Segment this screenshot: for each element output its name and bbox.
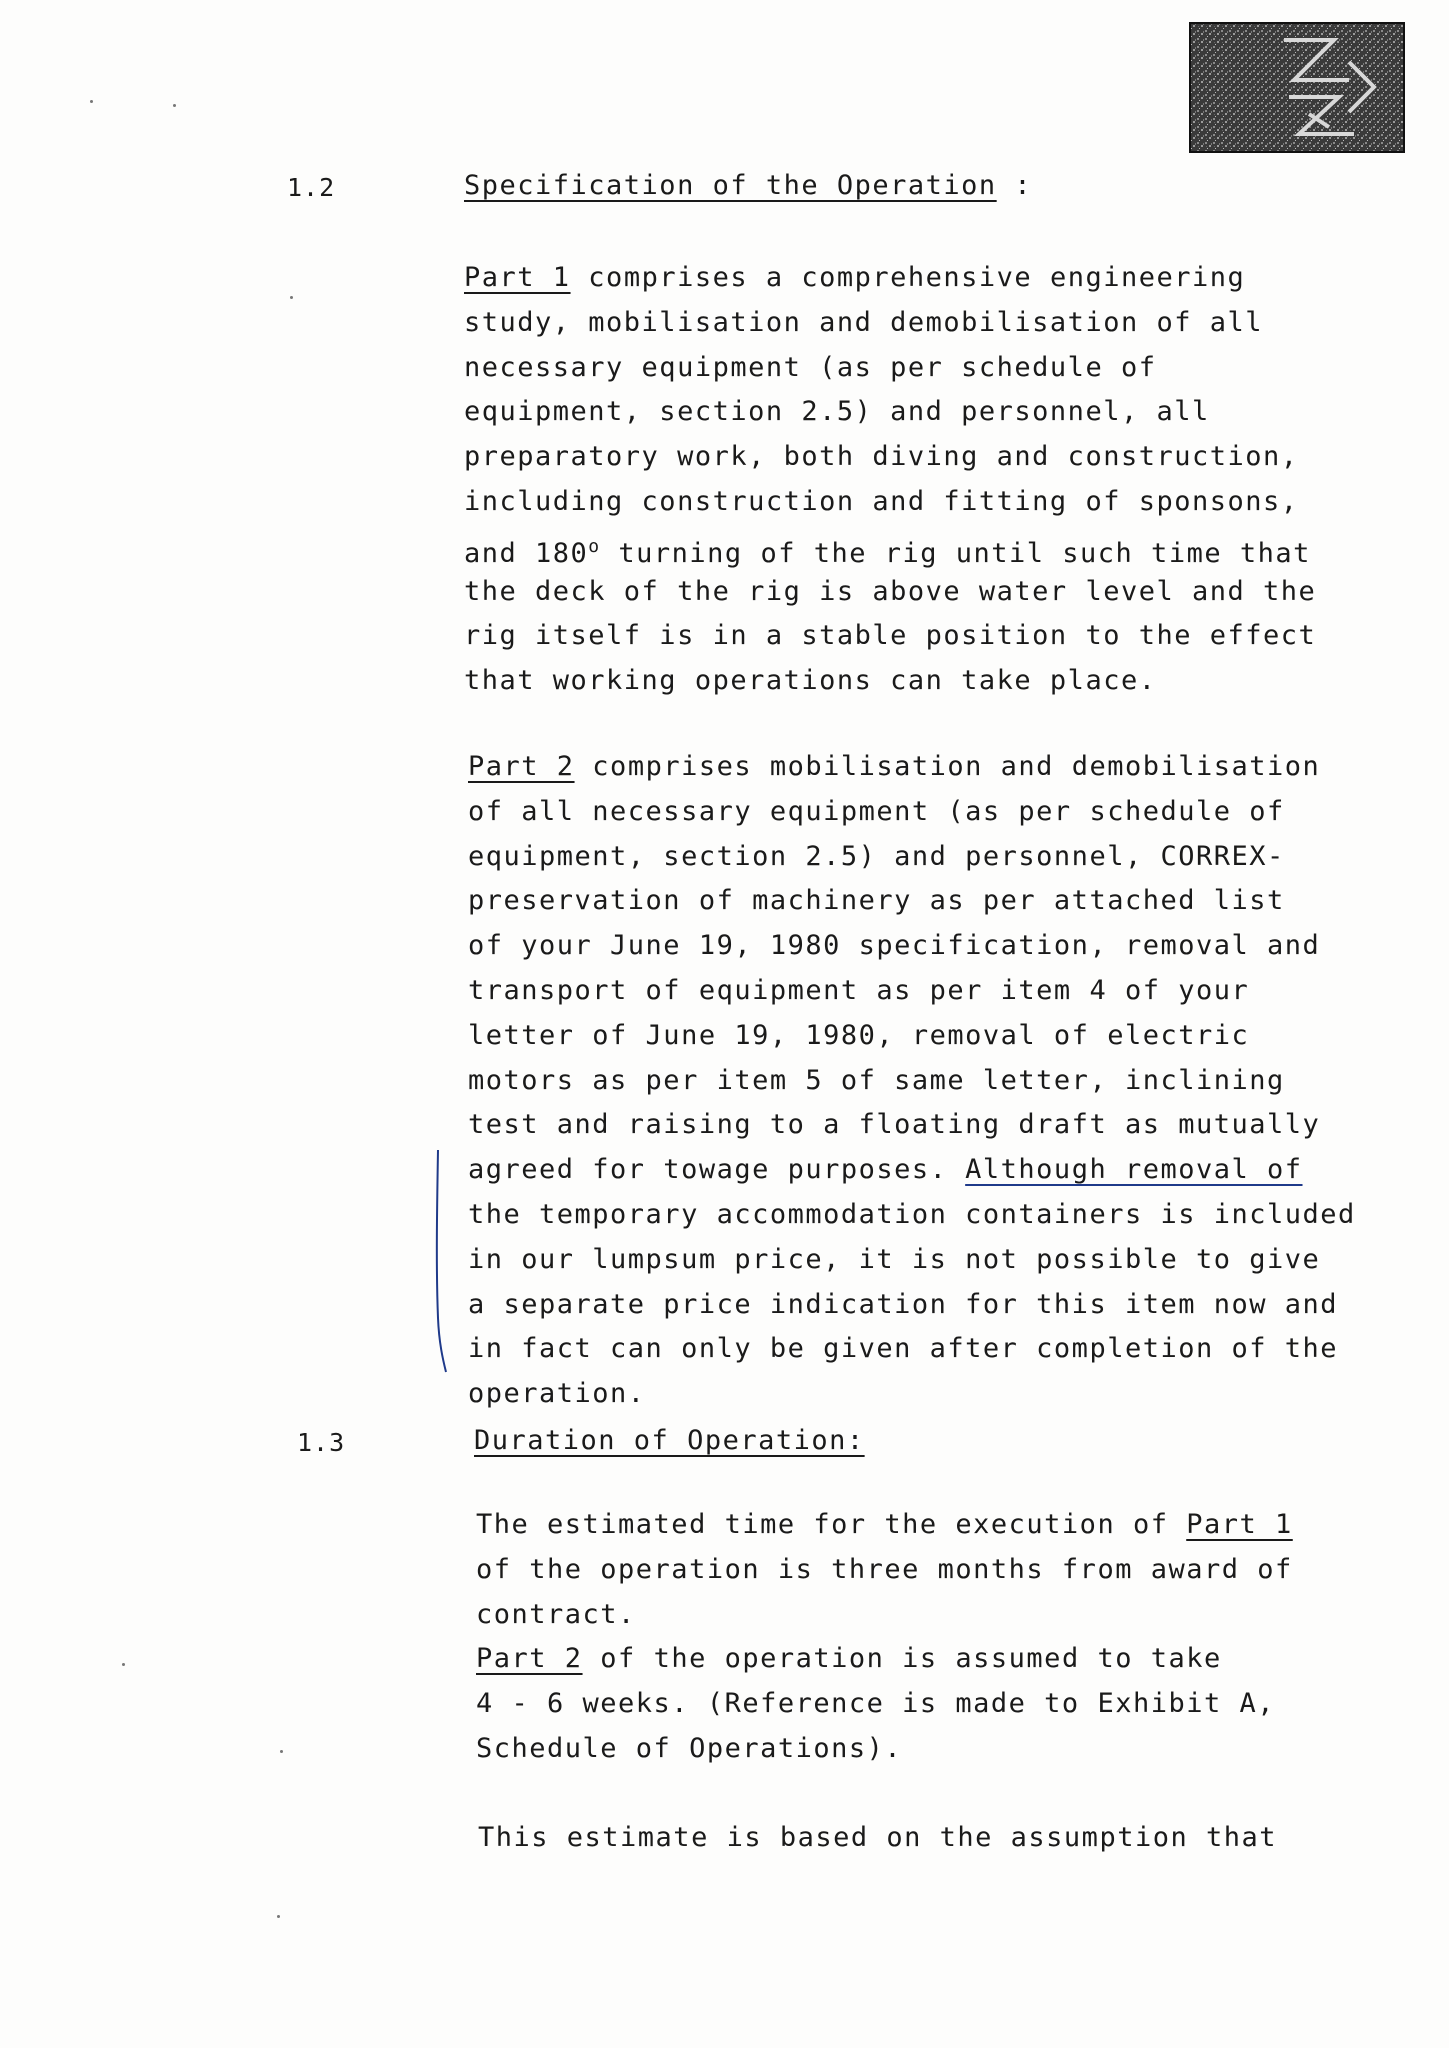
line-text: The estimated time for the execution of (476, 1509, 1187, 1540)
text-line: operation. (468, 1378, 646, 1410)
part2-label: Part 2 (476, 1643, 583, 1675)
part1-label: Part 1 (1186, 1509, 1293, 1540)
part1-label: Part 1 (464, 262, 571, 293)
line-text: agreed for towage purposes. (468, 1154, 966, 1186)
text-line: This estimate is based on the assumption that (478, 1822, 1277, 1853)
text-line: letter of June 19, 1980, removal of electric (468, 1019, 1250, 1051)
degree-symbol: o (588, 535, 601, 557)
estimate-paragraph (478, 1816, 1277, 1861)
text-line: preservation of machinery as per attached list (468, 885, 1285, 917)
line-text: comprises a comprehensive engineering (570, 262, 1246, 293)
text-line: study, mobilisation and demobilisation of all (464, 306, 1263, 338)
scan-speck (277, 1915, 280, 1918)
section-heading-text: Duration of Operation: (474, 1425, 865, 1456)
text-line: of the operation is three months from award of (476, 1553, 1293, 1585)
text-line: of all necessary equipment (as per schedule of (468, 795, 1285, 827)
text-line (476, 1637, 1293, 1682)
line-text: turning of the rig until such time that (600, 537, 1311, 569)
text-line: rig itself is in a stable position to the effect (464, 620, 1317, 652)
text-line: of your June 19, 1980 specification, removal and (468, 930, 1321, 962)
text-line: a separate price indication for this item now and (468, 1288, 1339, 1320)
pen-underlined-text: Although removal of (965, 1154, 1303, 1186)
text-line: motors as per item 5 of same letter, inclining (468, 1064, 1285, 1096)
scan-speck (173, 104, 176, 107)
scan-speck (90, 100, 93, 103)
part2-paragraph (468, 745, 1356, 1417)
text-line: that working operations can take place. (464, 665, 1157, 697)
section-heading-suffix: : (996, 170, 1033, 201)
text-line (468, 745, 1356, 790)
text-line (464, 256, 1316, 301)
duration-paragraph (476, 1503, 1293, 1772)
text-line: in our lumpsum price, it is not possible to give (468, 1243, 1321, 1275)
line-text: comprises mobilisation and demobilisation (574, 751, 1321, 782)
section-number: 1.3 (297, 1428, 346, 1457)
scan-speck (290, 296, 293, 299)
text-line: test and raising to a floating draft as mutually (468, 1109, 1321, 1141)
text-line (464, 525, 1316, 570)
text-line: 4 - 6 weeks. (Reference is made to Exhibit A, (476, 1688, 1275, 1720)
section-number: 1.2 (287, 173, 336, 202)
pen-margin-mark (434, 1148, 448, 1374)
text-line: the temporary accommodation containers is included (468, 1198, 1356, 1230)
section-heading (474, 1425, 865, 1456)
text-line: equipment, section 2.5) and personnel, CORREX- (468, 840, 1285, 872)
part2-label: Part 2 (468, 751, 575, 782)
part1-paragraph (464, 256, 1316, 704)
text-line: transport of equipment as per item 4 of your (468, 974, 1250, 1006)
line-text: and 180 (464, 537, 589, 569)
scan-speck (280, 1750, 283, 1753)
section-heading-text: Specification of the Operation (464, 170, 997, 201)
line-text: of the operation is assumed to take (582, 1643, 1222, 1675)
text-line: contract. (476, 1598, 636, 1630)
text-line (468, 1148, 1356, 1193)
text-line: equipment, section 2.5) and personnel, all (464, 396, 1210, 428)
text-line: Schedule of Operations). (476, 1732, 903, 1764)
text-line: necessary equipment (as per schedule of (464, 351, 1157, 383)
text-line: preparatory work, both diving and construction, (464, 441, 1299, 473)
text-line: the deck of the rig is above water level and the (464, 575, 1317, 607)
company-logo-stamp-icon (1189, 22, 1405, 153)
text-line: including construction and fitting of sponsons, (464, 485, 1299, 517)
text-line: in fact can only be given after completion of the (468, 1333, 1339, 1365)
section-heading (464, 170, 1032, 201)
text-line (476, 1503, 1293, 1548)
scan-speck (122, 1663, 125, 1666)
